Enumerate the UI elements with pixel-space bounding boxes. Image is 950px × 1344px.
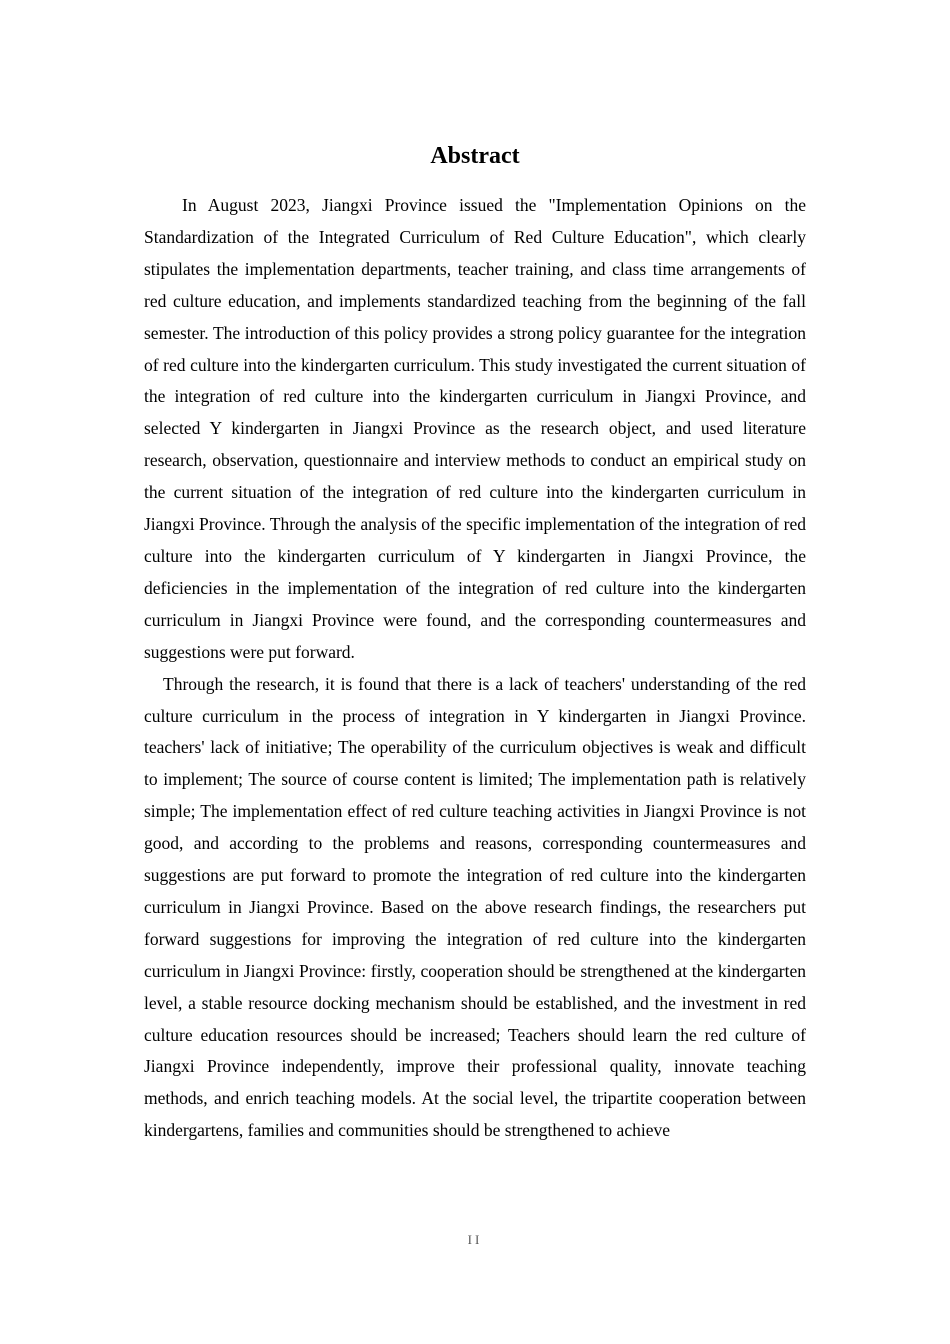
abstract-body xyxy=(144,190,806,1147)
page-title: Abstract xyxy=(430,143,520,170)
page-number: II xyxy=(467,1232,483,1247)
abstract-paragraph-1: In August 2023, Jiangxi Province issued the "Implementation Opinions on the Standardization of the Integrated Curriculum of Red Culture Education", which clearly stipulates the implementation departments, teacher training, and class time arrangements of red culture education, and implements standardized teaching from the beginning of the fall semester. The introduction of this policy provides a strong policy guarantee for the integration of red culture into the kindergarten curriculum. This study investigated the current situation of the integration of red culture into the kindergarten curriculum in Jiangxi Province, and selected Y kindergarten in Jiangxi Province as the research object, and used literature research, observation, questionnaire and interview methods to conduct an empirical study on the current situation of the integration of red culture into the kindergarten curriculum in Jiangxi Province. Through the analysis of the specific implementation of the integration of red culture into the kindergarten curriculum of Y kindergarten in Jiangxi Province, the deficiencies in the implementation of the integration of red culture into the kindergarten curriculum in Jiangxi Province were found, and the corresponding countermeasures and suggestions were put forward. xyxy=(144,195,806,662)
abstract-paragraph-2: Through the research, it is found that there is a lack of teachers' understanding of the red culture curriculum in the process of integration in Y kindergarten in Jiangxi Province. teachers' lack of initiative; The operability of the curriculum objectives is weak and difficult to implement; The source of course content is limited; The implementation path is relatively simple; The implementation effect of red culture teaching activities in Jiangxi Province is not good, and according to the problems and reasons, corresponding countermeasures and suggestions are put forward to promote the integration of red culture into the kindergarten curriculum in Jiangxi Province. Based on the above research findings, the researchers put forward suggestions for improving the integration of red culture into the kindergarten curriculum in Jiangxi Province: firstly, cooperation should be strengthened at the kindergarten level, a stable resource docking mechanism should be established, and the investment in red culture education resources should be increased; Teachers should learn the red culture of Jiangxi Province independently, improve their professional quality, innovate teaching methods, and enrich teaching models. At the social level, the tripartite cooperation between kindergartens, families and communities should be strengthened to achieve xyxy=(144,673,806,1141)
